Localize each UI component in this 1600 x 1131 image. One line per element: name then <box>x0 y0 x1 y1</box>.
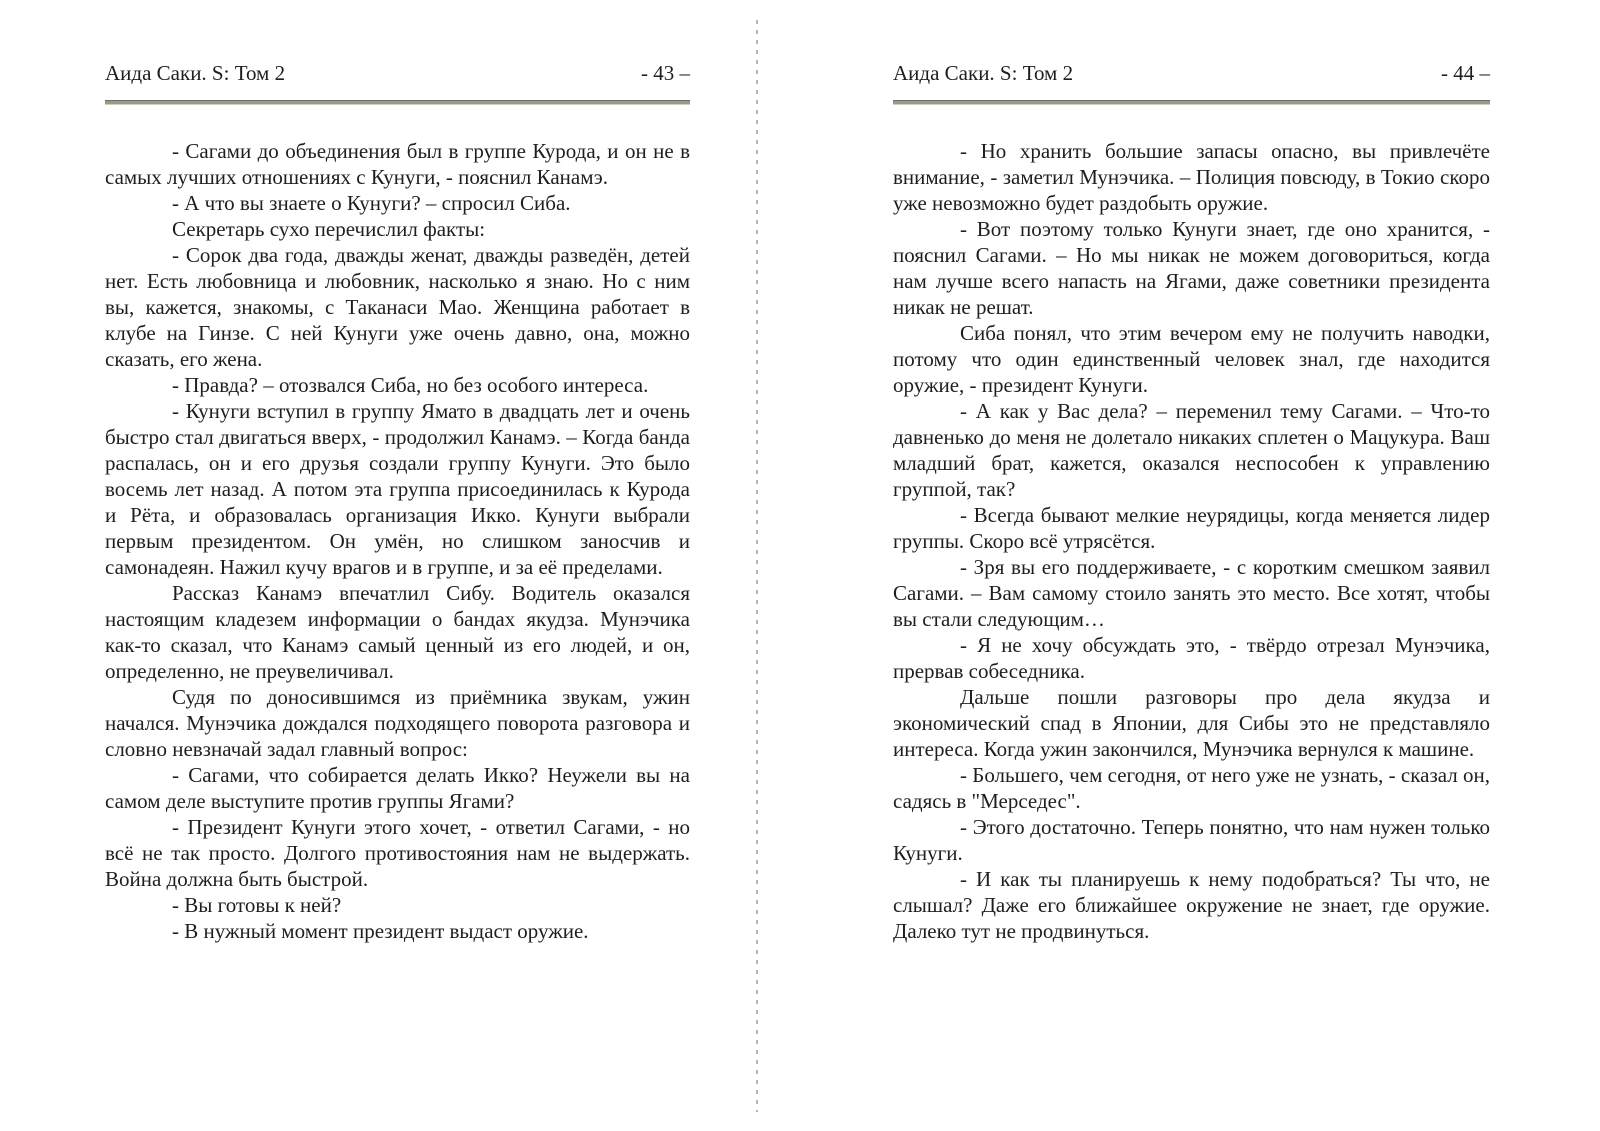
page-number: - 43 – <box>641 61 690 85</box>
page-number: - 44 – <box>1441 61 1490 85</box>
paragraph: - А как у Вас дела? – переменил тему Сагами. – Что-то давненько до меня не долетало никаких сплетен о Мацукура. Ваш младший брат, кажется, оказался неспособен к управлению группой, так? <box>893 399 1490 501</box>
paragraph: Судя по доносившимся из приёмника звукам, ужин начался. Мунэчика дождался подходящего поворота разговора и словно невзначай задал главный вопрос: <box>105 685 690 761</box>
page-header <box>893 60 1490 86</box>
paragraph: - Вы готовы к ней? <box>172 893 342 917</box>
book-title: Аида Саки. S: Том 2 <box>105 61 286 85</box>
header-rule <box>893 100 1490 105</box>
book-title: Аида Саки. S: Том 2 <box>893 61 1074 85</box>
paragraph: Сиба понял, что этим вечером ему не получить наводки, потому что один единственный человек знал, где находится оружие, - президент Кунуги. <box>893 321 1490 397</box>
paragraph: - Сагами, что собирается делать Икко? Неужели вы на самом деле выступите против группы Ягами? <box>105 763 690 813</box>
paragraph: - И как ты планируешь к нему подобраться? Ты что, не слышал? Даже его ближайшее окружение не знает, где оружие. Далеко тут не продвинуться. <box>893 867 1490 943</box>
paragraph: Секретарь сухо перечислил факты: <box>172 217 486 241</box>
paragraph: - Президент Кунуги этого хочет, - ответил Сагами, - но всё не так просто. Долгого противостояния нам не выдержать. Война должна быть быстрой. <box>105 815 690 891</box>
paragraph: - А что вы знаете о Кунуги? – спросил Сиба. <box>172 191 571 215</box>
header-rule <box>105 100 690 105</box>
paragraph: - Зря вы его поддерживаете, - с коротким смешком заявил Сагами. – Вам самому стоило занять это место. Все хотят, чтобы вы стали следующим… <box>893 555 1490 631</box>
paragraph: - Я не хочу обсуждать это, - твёрдо отрезал Мунэчика, прервав собеседника. <box>893 633 1490 683</box>
paragraph: - Но хранить большие запасы опасно, вы привлечёте внимание, - заметил Мунэчика. – Полиция повсюду, в Токио скоро уже невозможно будет раздобыть оружие. <box>893 139 1490 215</box>
paragraph: - Этого достаточно. Теперь понятно, что нам нужен только Кунуги. <box>893 815 1490 865</box>
paragraph: Рассказ Канамэ впечатлил Сибу. Водитель оказался настоящим кладезем информации о бандах якудза. Мунэчика как-то сказал, что Канамэ самый ценный из его людей, и он, определенно, не преувеличивал. <box>105 581 690 683</box>
paragraph: - Кунуги вступил в группу Ямато в двадцать лет и очень быстро стал двигаться вверх, - продолжил Канамэ. – Когда банда распалась, он и его друзья создали группу Кунуги. Это было восемь лет назад. А потом эта группа присоединилась к Курода и Рёта, и образовалась организация Икко. Кунуги выбрали первым президентом. Он умён, но слишком заносчив и самонадеян. Нажил кучу врагов и в группе, и за её пределами. <box>105 399 690 579</box>
paragraph: - Вот поэтому только Кунуги знает, где оно хранится, - пояснил Сагами. – Но мы никак не можем договориться, когда нам лучше всего напасть на Ягами, даже советники президента никак не решат. <box>893 217 1490 319</box>
paragraph: - Правда? – отозвался Сиба, но без особого интереса. <box>172 373 649 397</box>
page-44 <box>893 60 1490 944</box>
paragraph: - Большего, чем сегодня, от него уже не узнать, - сказал он, садясь в "Мерседес". <box>893 763 1490 813</box>
paragraph: - В нужный момент президент выдаст оружие. <box>172 919 589 943</box>
page-43 <box>105 60 690 944</box>
paragraph: - Всегда бывают мелкие неурядицы, когда меняется лидер группы. Скоро всё утрясётся. <box>893 503 1490 553</box>
paragraph: Дальше пошли разговоры про дела якудза и экономический спад в Японии, для Сибы это не представляло интереса. Когда ужин закончился, Мунэчика вернулся к машине. <box>893 685 1490 761</box>
page-fold-divider <box>756 20 758 1112</box>
page-body <box>893 138 1490 944</box>
paragraph: - Сагами до объединения был в группе Курода, и он не в самых лучших отношениях с Кунуги, - пояснил Канамэ. <box>105 139 690 189</box>
page-body <box>105 138 690 944</box>
paragraph: - Сорок два года, дважды женат, дважды разведён, детей нет. Есть любовница и любовник, насколько я знаю. Но с ним вы, кажется, знакомы, с Таканаси Мао. Женщина работает в клубе на Гинзе. С ней Кунуги уже очень давно, она, можно сказать, его жена. <box>105 243 690 371</box>
page-header <box>105 60 690 86</box>
